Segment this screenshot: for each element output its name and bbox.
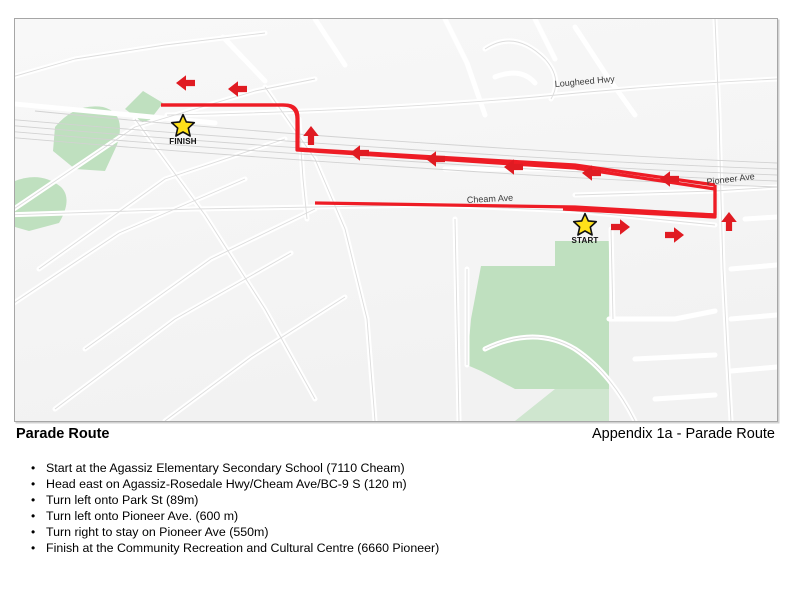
list-item: • Head east on Agassiz-Rosedale Hwy/Cheam Ave/BC-9 S (120 m): [46, 476, 792, 492]
finish-label: FINISH: [169, 137, 197, 146]
parade-route-map: [14, 18, 778, 422]
map-canvas: [15, 19, 777, 421]
caption-row: [0, 426, 792, 452]
directions-list: [0, 460, 792, 557]
street-label-lougheed-hwy: Lougheed Hwy: [554, 73, 615, 89]
street-label-cheam-ave: Cheam Ave: [466, 192, 514, 205]
start-label: START: [571, 236, 599, 245]
list-item: • Turn left onto Pioneer Ave. (600 m): [46, 508, 792, 524]
page-title: Parade Route: [16, 426, 110, 442]
street-label-pioneer-ave: Pioneer Ave: [706, 171, 756, 187]
list-item: • Turn left onto Park St (89m): [46, 492, 792, 508]
list-item: • Turn right to stay on Pioneer Ave (550m): [46, 524, 792, 540]
list-item: • Start at the Agassiz Elementary Secondary School (7110 Cheam): [46, 460, 792, 476]
list-item: • Finish at the Community Recreation and Cultural Centre (6660 Pioneer): [46, 540, 792, 556]
appendix-label: Appendix 1a - Parade Route: [592, 426, 775, 442]
